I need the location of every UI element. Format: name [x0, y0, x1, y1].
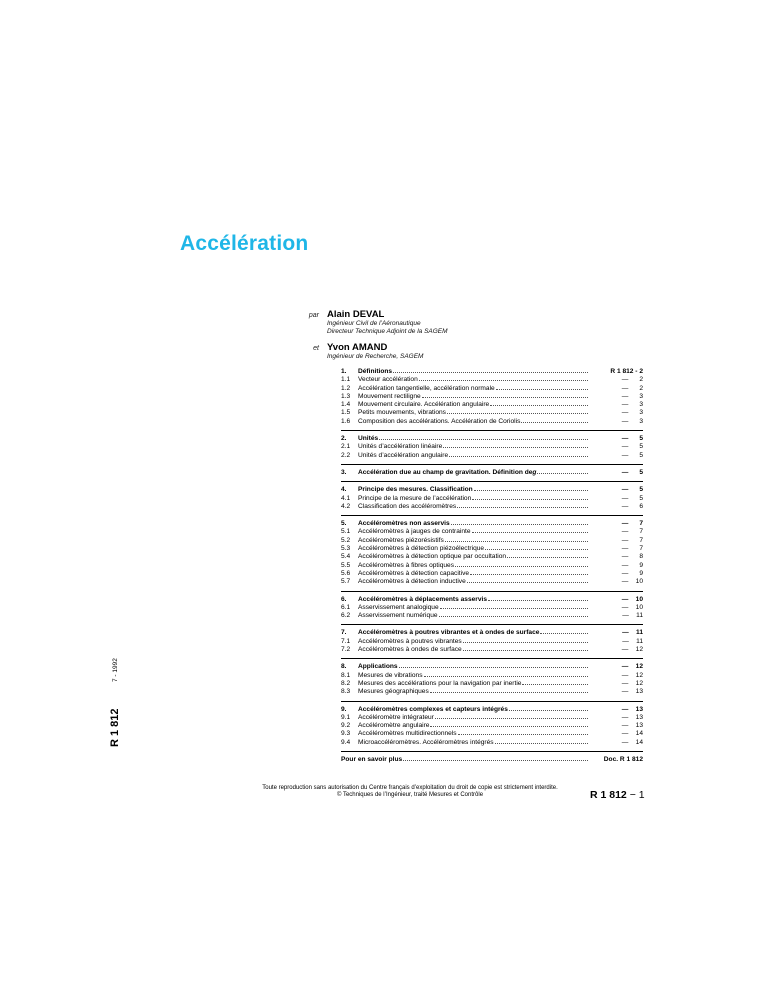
toc-heading-row[interactable] — [341, 520, 643, 528]
toc-number: 6.2 — [341, 612, 351, 620]
toc-leader-dots — [537, 472, 588, 474]
toc-page: — 7 — [621, 536, 643, 544]
toc-label: Accéléromètres à détection piézoélectrique — [358, 545, 485, 553]
toc-row[interactable] — [341, 646, 643, 654]
toc-number: 5.4 — [341, 553, 351, 561]
toc-heading-row[interactable] — [341, 469, 643, 477]
toc-leader-dots — [447, 412, 588, 414]
toc-number: 1.3 — [341, 392, 351, 400]
toc-number: 5.5 — [341, 561, 351, 569]
toc-leader-dots — [419, 379, 588, 381]
toc-label: Accéléromètres à ondes de surface — [358, 646, 462, 654]
toc-row[interactable] — [341, 578, 643, 586]
toc-number: 5.3 — [341, 545, 351, 553]
toc-row[interactable] — [341, 680, 643, 688]
toc-leader-dots — [463, 649, 588, 651]
toc-label: Accélération due au champ de gravitation. Définition de — [358, 468, 533, 476]
toc-label: Accéléromètres à poutres vibrantes — [358, 637, 462, 645]
toc-row[interactable] — [341, 570, 643, 578]
toc-page: — 7 — [621, 528, 643, 536]
toc-row[interactable] — [341, 688, 643, 696]
toc-leader-dots — [403, 759, 588, 761]
toc-page: — 11 — [622, 637, 643, 645]
toc-number: 8.1 — [341, 671, 351, 679]
toc-row[interactable] — [341, 528, 643, 536]
toc-page: — 10 — [621, 578, 643, 586]
toc-leader-dots — [440, 607, 588, 609]
toc-page: — 14 — [621, 738, 643, 746]
toc-label: Unités d’accélération linéaire — [358, 443, 443, 451]
toc-label: Mesures géographiques — [358, 688, 429, 696]
toc-leader-dots — [463, 641, 588, 643]
toc-number: 3. — [341, 468, 347, 476]
toc-leader-dots — [485, 548, 588, 550]
toc-page: — 5 — [621, 435, 643, 443]
toc-row[interactable] — [341, 722, 643, 730]
toc-page: — 2 — [621, 376, 643, 384]
article-title: Accélération — [180, 232, 309, 255]
toc-page: — 13 — [621, 713, 643, 721]
toc-leader-dots — [495, 742, 588, 744]
toc-label: Classification des accéléromètres — [358, 502, 457, 510]
toc-label: Accéléromètre angulaire — [358, 722, 430, 730]
toc-page: — 7 — [621, 545, 643, 553]
toc-label: Accéléromètres à détection optique par occultation — [358, 553, 507, 561]
toc-number: 1. — [341, 368, 347, 375]
toc-leader-dots — [458, 733, 588, 735]
publisher-line: © Techniques de l’Ingénieur, traité Mesures et Contrôle — [336, 792, 484, 798]
toc-page: — 14 — [621, 730, 643, 738]
footer-page-code — [590, 789, 645, 801]
toc-number: 6.1 — [341, 603, 351, 611]
toc-label: Unités — [358, 435, 379, 443]
toc-label: Principe de la mesure de l’accélération — [358, 494, 472, 502]
toc-row[interactable] — [341, 638, 643, 646]
side-document-code: R 1 812 — [109, 708, 121, 747]
author-row — [300, 342, 620, 353]
toc-page: Doc. R 1 812 — [603, 755, 643, 763]
toc-page: — 3 — [621, 401, 643, 409]
toc-leader-dots — [435, 717, 588, 719]
toc-page: — 3 — [621, 409, 643, 417]
toc-row[interactable] — [341, 503, 643, 511]
footer-notice — [250, 785, 570, 799]
toc-label: Microaccéléromètres. Accéléromètres intégrés — [358, 738, 494, 746]
toc-label: Accéléromètres à poutres vibrantes et à ondes de surface — [358, 629, 540, 637]
toc-leader-dots — [540, 632, 588, 634]
toc-label: Accéléromètres non asservis — [358, 520, 450, 528]
toc-page: — 5 — [621, 468, 643, 476]
toc-number: 9.4 — [341, 738, 351, 746]
toc-label: Mouvement circulaire. Accélération angulaire — [358, 401, 490, 409]
toc-number: 1.1 — [341, 376, 351, 384]
toc-page: — 9 — [621, 569, 643, 577]
toc-heading-row[interactable] — [341, 706, 643, 714]
toc-row[interactable] — [341, 537, 643, 545]
toc-number: 1.2 — [341, 384, 351, 392]
toc-section — [341, 520, 643, 591]
toc-number: 7.2 — [341, 646, 351, 654]
toc-page: — 6 — [621, 502, 643, 510]
toc-page: — 3 — [621, 417, 643, 425]
toc-symbol: g — [532, 468, 537, 476]
toc-row[interactable] — [341, 714, 643, 722]
toc-heading-row[interactable] — [341, 596, 643, 604]
toc-leader-dots — [474, 489, 588, 491]
toc-page: R 1 812 - 2 — [610, 368, 643, 375]
toc-page: — 11 — [622, 612, 643, 620]
toc-row[interactable] — [341, 401, 643, 409]
toc-label: Accéléromètre intégrateur — [358, 713, 434, 721]
authors-block — [300, 309, 620, 361]
toc-number: 5. — [341, 520, 347, 528]
toc-leader-dots — [445, 540, 588, 542]
toc-label: Mesures de vibrations — [358, 671, 423, 679]
toc-leader-dots — [467, 581, 588, 583]
toc-number: 1.4 — [341, 401, 351, 409]
toc-page: — 5 — [621, 494, 643, 502]
toc-number: 2. — [341, 435, 347, 443]
toc-row[interactable] — [341, 418, 643, 426]
toc-leader-dots — [521, 421, 588, 423]
side-publication-date: 7 - 1992 — [112, 658, 119, 682]
toc-label: Composition des accélérations. Accélération de Coriolis — [358, 417, 521, 425]
toc-page: — 10 — [621, 603, 643, 611]
toc-leader-dots — [393, 371, 588, 373]
toc-label: Accéléromètres à fibres optiques — [358, 561, 455, 569]
toc-section — [341, 629, 643, 659]
toc-label: Unités d’accélération angulaire — [358, 451, 449, 459]
toc-row[interactable] — [341, 393, 643, 401]
toc-page: — 5 — [621, 486, 643, 494]
toc-leader-dots — [443, 446, 588, 448]
toc-leader-dots — [472, 531, 588, 533]
toc-number: 5.7 — [341, 578, 351, 586]
toc-number: 7. — [341, 629, 347, 637]
toc-leader-dots — [430, 691, 588, 693]
toc-section — [341, 663, 643, 701]
copyright-notice: Toute reproduction sans autorisation du Centre français d’exploitation du droit de copie est strictement interdite. — [262, 785, 558, 791]
toc-label: Accéléromètres complexes et capteurs intégrés — [358, 705, 508, 713]
toc-row[interactable] — [341, 376, 643, 384]
toc-page: — 11 — [622, 629, 643, 637]
toc-page: — 13 — [621, 722, 643, 730]
toc-row[interactable] — [341, 553, 643, 561]
toc-leader-dots — [488, 599, 588, 601]
toc-leader-dots — [496, 388, 588, 390]
toc-label: Asservissement analogique — [358, 603, 439, 611]
toc-page: — 12 — [621, 663, 643, 671]
toc-number: 9. — [341, 705, 347, 713]
toc-number: 5.6 — [341, 569, 351, 577]
toc-label: Petits mouvements, vibrations — [358, 409, 446, 417]
toc-page: — 8 — [621, 553, 643, 561]
toc-label: Accéléromètres à détection capacitive — [358, 569, 470, 577]
toc-label: Accéléromètres à détection inductive — [358, 578, 466, 586]
toc-leader-dots — [422, 396, 588, 398]
toc-page: — 13 — [621, 705, 643, 713]
toc-section — [341, 368, 643, 431]
toc-page: — 12 — [621, 679, 643, 687]
author-name: Yvon AMAND — [327, 342, 388, 353]
toc-number: 1.5 — [341, 409, 351, 417]
author-prefix: et — [313, 345, 319, 352]
toc-leader-dots — [455, 565, 588, 567]
toc-number: 9.2 — [341, 722, 351, 730]
toc-heading-row[interactable] — [341, 629, 643, 637]
toc-number: 5.2 — [341, 536, 351, 544]
toc-page: — 5 — [621, 443, 643, 451]
toc-row[interactable] — [341, 672, 643, 680]
toc-number: 8.3 — [341, 688, 351, 696]
author-name: Alain DEVAL — [327, 309, 385, 320]
toc-number: 8. — [341, 663, 347, 671]
author-row — [300, 309, 620, 320]
toc-leader-dots — [507, 556, 588, 558]
author-affiliation: Ingénieur de Recherche, SAGEM — [327, 353, 424, 360]
toc-number: 9.3 — [341, 730, 351, 738]
toc-label: Asservissement numérique — [358, 612, 438, 620]
toc-section — [341, 596, 643, 626]
toc-row[interactable] — [341, 495, 643, 503]
toc-number: 2.2 — [341, 451, 351, 459]
toc-page: — 3 — [621, 392, 643, 400]
toc-number: 4. — [341, 486, 347, 494]
toc-row[interactable] — [341, 730, 643, 738]
author-affiliation: Ingénieur Civil de l’Aéronautique — [327, 320, 421, 327]
toc-number: 5.1 — [341, 528, 351, 536]
toc-leader-dots — [509, 709, 588, 711]
toc-page: — 2 — [621, 384, 643, 392]
toc-leader-dots — [439, 615, 588, 617]
toc-label: Accéléromètres à jauges de contrainte — [358, 528, 471, 536]
toc-row[interactable] — [341, 409, 643, 417]
toc-section — [341, 469, 643, 482]
toc-number: 1.6 — [341, 417, 351, 425]
toc-heading-row[interactable] — [341, 486, 643, 494]
toc-page: — 12 — [621, 646, 643, 654]
toc-page: — 9 — [621, 561, 643, 569]
table-of-contents — [341, 368, 643, 766]
toc-leader-dots — [379, 438, 588, 440]
toc-label: Définitions — [358, 368, 393, 375]
toc-heading-row[interactable] — [341, 368, 643, 376]
footer-page-number: − 1 — [626, 789, 645, 801]
toc-label: Mouvement rectiligne — [358, 392, 421, 400]
toc-page: — 13 — [621, 688, 643, 696]
toc-number: 8.2 — [341, 679, 351, 687]
toc-leader-dots — [399, 666, 588, 668]
toc-label: Accéléromètres à déplacements asservis — [358, 595, 488, 603]
toc-heading-row[interactable] — [341, 435, 643, 443]
toc-label: Pour en savoir plus — [341, 755, 403, 763]
toc-number: 7.1 — [341, 637, 351, 645]
author-prefix: par — [308, 312, 319, 319]
toc-row[interactable] — [341, 385, 643, 393]
toc-leader-dots — [457, 506, 588, 508]
toc-leader-dots — [522, 683, 588, 685]
toc-row[interactable] — [341, 443, 643, 451]
toc-number: 6. — [341, 595, 347, 603]
toc-page: — 5 — [621, 451, 643, 459]
toc-label: Accéléromètres piézorésistifs — [358, 536, 444, 544]
toc-row[interactable] — [341, 612, 643, 620]
toc-leader-dots — [430, 725, 588, 727]
toc-page: — 10 — [621, 595, 643, 603]
toc-section — [341, 706, 643, 752]
toc-page: — 12 — [621, 671, 643, 679]
toc-row[interactable] — [341, 545, 643, 553]
toc-heading-row[interactable] — [341, 756, 643, 764]
toc-number: 4.2 — [341, 502, 351, 510]
toc-row[interactable] — [341, 562, 643, 570]
toc-label: Applications — [358, 663, 398, 671]
author-affiliation: Directeur Technique Adjoint de la SAGEM — [327, 328, 448, 335]
toc-row[interactable] — [341, 452, 643, 460]
toc-leader-dots — [449, 455, 588, 457]
toc-number: 9.1 — [341, 713, 351, 721]
footer-doc-code: R 1 812 — [590, 789, 627, 801]
toc-row[interactable] — [341, 604, 643, 612]
toc-section — [341, 486, 643, 516]
toc-leader-dots — [470, 573, 588, 575]
toc-leader-dots — [424, 675, 588, 677]
toc-label: Principe des mesures. Classification — [358, 486, 473, 494]
toc-number: 2.1 — [341, 443, 351, 451]
toc-leader-dots — [451, 523, 588, 525]
toc-label: Accélération tangentielle, accélération normale — [358, 384, 495, 392]
toc-row[interactable] — [341, 739, 643, 747]
toc-section — [341, 756, 643, 766]
toc-leader-dots — [490, 404, 588, 406]
toc-label: Vecteur accélération — [358, 376, 418, 384]
toc-page: — 7 — [621, 520, 643, 528]
toc-leader-dots — [472, 498, 588, 500]
toc-label: Mesures des accélérations pour la navigation par inertie — [358, 679, 522, 687]
toc-number: 4.1 — [341, 494, 351, 502]
toc-heading-row[interactable] — [341, 663, 643, 671]
toc-label: Accéléromètres multidirectionnels — [358, 730, 457, 738]
toc-section — [341, 435, 643, 465]
